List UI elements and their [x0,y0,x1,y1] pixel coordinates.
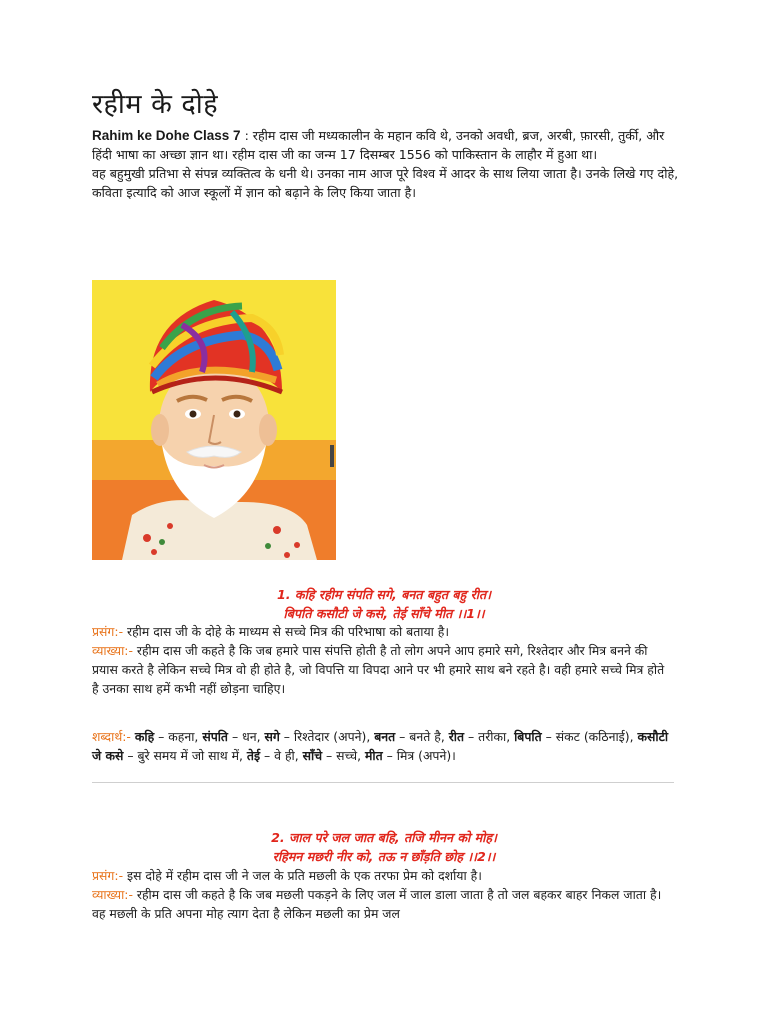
shabdarth-word: बनत [374,729,396,744]
shabdarth-word: रीत [448,729,465,744]
vyakhya-label: व्याख्या:- [92,887,133,902]
shabdarth-paragraph [92,727,674,765]
page-title: रहीम के दोहे [92,89,219,120]
shabdarth-meaning: – तरीका, [464,729,515,744]
doha-1-verse [0,585,768,623]
doha-2-line-2: रहिमन मछरी नीर को, तऊ न छाँड़ति छोह ।।2।। [272,849,496,864]
shabdarth-word: बिपति [514,729,542,744]
doha-1-line-1: 1. कहि रहीम संपति सगे, बनत बहुत बहु रीत। [276,587,492,602]
vyakhya-text: रहीम दास जी कहते है कि जब हमारे पास संपत्ति होती है तो लोग अपने आप हमारे सगे, रिश्तेदार और मित्र बनने की प्रयास करते है लेकिन सच्चे मित्र वो ही होते है, जो विपत्ति या विपदा आने पर भी हमारे साथ बने रहते है। वही हमारे सच्चे मित्र होते है उनका साथ हमें कभी नहीं छोड़ना चाहिए। [92,643,665,696]
intro-lead: Rahim ke Dohe Class 7 [92,128,241,143]
shabdarth-word: तेई [246,748,261,763]
prasang-label: प्रसंग:- [92,624,124,639]
shabdarth-word: कहि [134,729,155,744]
shabdarth-label: शब्दार्थ:- [92,729,131,744]
doha-1-vyakhya [92,641,674,698]
doha-2-verse [0,828,768,866]
shabdarth-meaning: – धन, [228,729,265,744]
shabdarth-word: कसौटी जे कसे [92,729,669,763]
doha-2-prasang [92,866,674,885]
shabdarth-meaning: – मित्र (अपने)। [382,748,456,763]
shabdarth-meaning: – बनते है, [395,729,449,744]
prasang-text: रहीम दास जी के दोहे के माध्यम से सच्चे मित्र की परिभाषा को बताया है। [123,624,450,639]
doha-1-prasang [92,622,674,641]
shabdarth-meaning: – बुरे समय में जो साथ में, [123,748,247,763]
vyakhya-text: रहीम दास जी कहते है कि जब मछली पकड़ने के लिए जल में जाल डाला जाता है तो जल बहकर बाहर निकल जाता है। वह मछली के प्रति अपना मोह त्याग देता है लेकिन मछली का प्रेम जल [92,887,662,921]
doha-2-vyakhya [92,885,674,923]
shabdarth-word: सगे [264,729,280,744]
shabdarth-meaning: – कहना, [154,729,203,744]
intro-paragraph-2: वह बहुमुखी प्रतिभा से संपन्न व्यक्तित्व के धनी थे। उनका नाम आज पूरे विश्व में आदर के साथ लिया जाता है। उनके लिखे गए दोहे, कविता इत्यादि को आज स्कूलों में ज्ञान को बढ़ाने के लिए किया जाता है। [92,166,679,200]
shabdarth-meaning: – सच्चे, [322,748,365,763]
shabdarth-word: साँचे [302,748,323,763]
doha-1-explanation [92,622,674,698]
rahim-portrait-image [92,280,336,560]
prasang-label: प्रसंग:- [92,868,124,883]
vyakhya-label: व्याख्या:- [92,643,133,658]
shabdarth-word: मीत [364,748,383,763]
section-divider [92,782,674,783]
doha-1-line-2: बिपति कसौटी जे कसे, तेई साँचे मीत ।।1।। [283,606,485,621]
doha-2-explanation [92,866,674,923]
doha-1-shabdarth [92,727,674,765]
shabdarth-meaning: – वे ही, [260,748,303,763]
intro-text-1: : रहीम दास जी मध्यकालीन के महान कवि थे, उनको अवधी, ब्रज, अरबी, फ़ारसी, तुर्की, और हिंदी भाषा का अच्छा ज्ञान था। रहीम दास जी का जन्म 17 दिसम्बर 1556 को पाकिस्तान के लाहौर में हुआ था। [92,128,665,162]
prasang-text: इस दोहे में रहीम दास जी ने जल के प्रति मछली के एक तरफा प्रेम को दर्शाया है। [123,868,482,883]
rahim-portrait-illustration [92,280,336,560]
doha-2-line-1: 2. जाल परे जल जात बहि, तजि मीनन को मोह। [271,830,497,845]
intro-paragraph-1 [92,126,682,164]
shabdarth-meaning: – रिश्तेदार (अपने), [279,729,375,744]
shabdarth-word: संपति [202,729,228,744]
intro-section [92,126,682,202]
shabdarth-meaning: – संकट (कठिनाई), [541,729,638,744]
